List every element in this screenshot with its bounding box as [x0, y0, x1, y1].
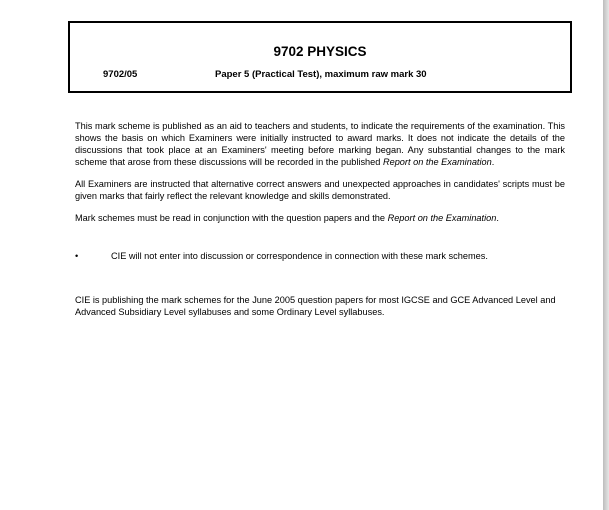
intro-paragraph	[75, 120, 565, 168]
conjunction-paragraph	[75, 212, 565, 224]
bullet-item	[75, 250, 565, 262]
document-body	[75, 120, 565, 328]
paper-description: Paper 5 (Practical Test), maximum raw mark 30	[215, 69, 427, 80]
page-title: 9702 PHYSICS	[273, 44, 367, 59]
header-box	[68, 21, 572, 93]
publishing-paragraph: CIE is publishing the mark schemes for the June 2005 question papers for most IGCSE and GCE Advanced Level and Advanced Subsidiary Level syllabuses and some Ordinary Level syllabuses.	[75, 295, 556, 317]
syllabus-code: 9702/05	[103, 69, 138, 80]
intro-end: .	[491, 157, 495, 167]
conjunction-italic: Report on the Examination	[387, 213, 497, 223]
intro-italic: Report on the Examination	[382, 157, 492, 167]
page-shadow	[603, 0, 609, 510]
bullet-icon: •	[75, 251, 79, 261]
examiners-paragraph: All Examiners are instructed that alternative correct answers and unexpected approaches in candidates' scripts must be given marks that fairly reflect the relevant knowledge and skills demonstrated.	[75, 179, 565, 201]
conjunction-text: Mark schemes must be read in conjunction with the question papers and the	[75, 213, 388, 223]
bullet-text: CIE will not enter into discussion or correspondence in connection with these mark schemes.	[111, 251, 488, 261]
conjunction-end: .	[496, 213, 499, 223]
intro-text: This mark scheme is published as an aid to teachers and students, to indicate the requirements of the examination. This shows the basis on which Examiners were initially instructed to award marks. It does not indicate the details of the discussions that took place at an Examiners' meeting before marking began. Any substantial changes to the mark scheme that arose from these discussions will be recorded in the published	[75, 121, 565, 167]
